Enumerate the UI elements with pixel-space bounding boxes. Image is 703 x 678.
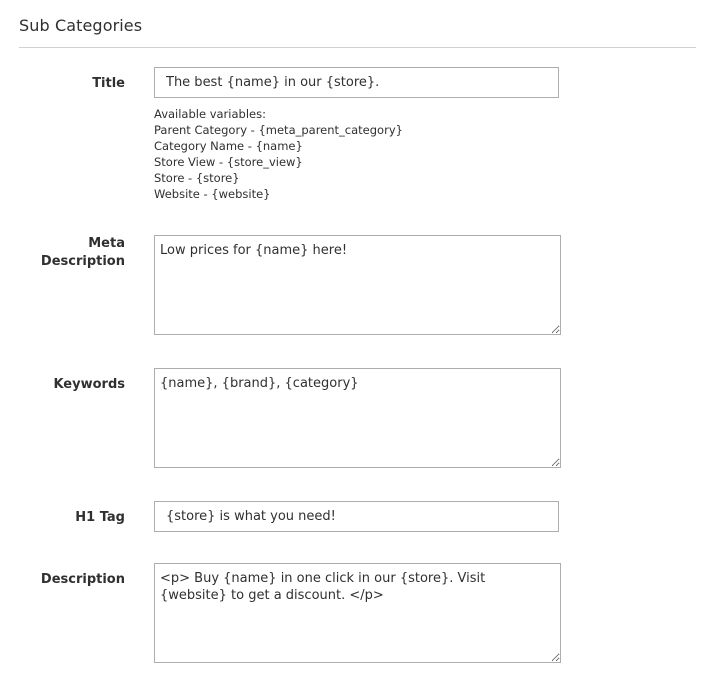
title-label: Title <box>92 76 125 91</box>
variable-item: Store View - {store_view} <box>154 155 303 169</box>
section-divider <box>19 47 696 48</box>
h1-tag-input[interactable] <box>154 501 559 532</box>
title-input[interactable] <box>154 67 559 98</box>
section-title: Sub Categories <box>19 16 143 35</box>
variable-item: Category Name - {name} <box>154 139 303 153</box>
variable-item: Parent Category - {meta_parent_category} <box>154 123 403 137</box>
h1-tag-label: H1 Tag <box>75 510 125 525</box>
variable-item: Store - {store} <box>154 171 240 185</box>
description-textarea[interactable] <box>154 563 561 663</box>
keywords-label: Keywords <box>53 377 125 392</box>
meta-description-textarea[interactable] <box>154 235 561 335</box>
variable-item: Website - {website} <box>154 187 271 201</box>
meta-description-label-line1: Meta <box>88 236 125 251</box>
variables-heading: Available variables: <box>154 107 266 121</box>
description-label: Description <box>40 572 125 587</box>
meta-description-label <box>15 235 125 271</box>
available-variables-note <box>154 106 403 202</box>
keywords-textarea[interactable] <box>154 368 561 468</box>
meta-description-label-line2: Description <box>40 254 125 269</box>
